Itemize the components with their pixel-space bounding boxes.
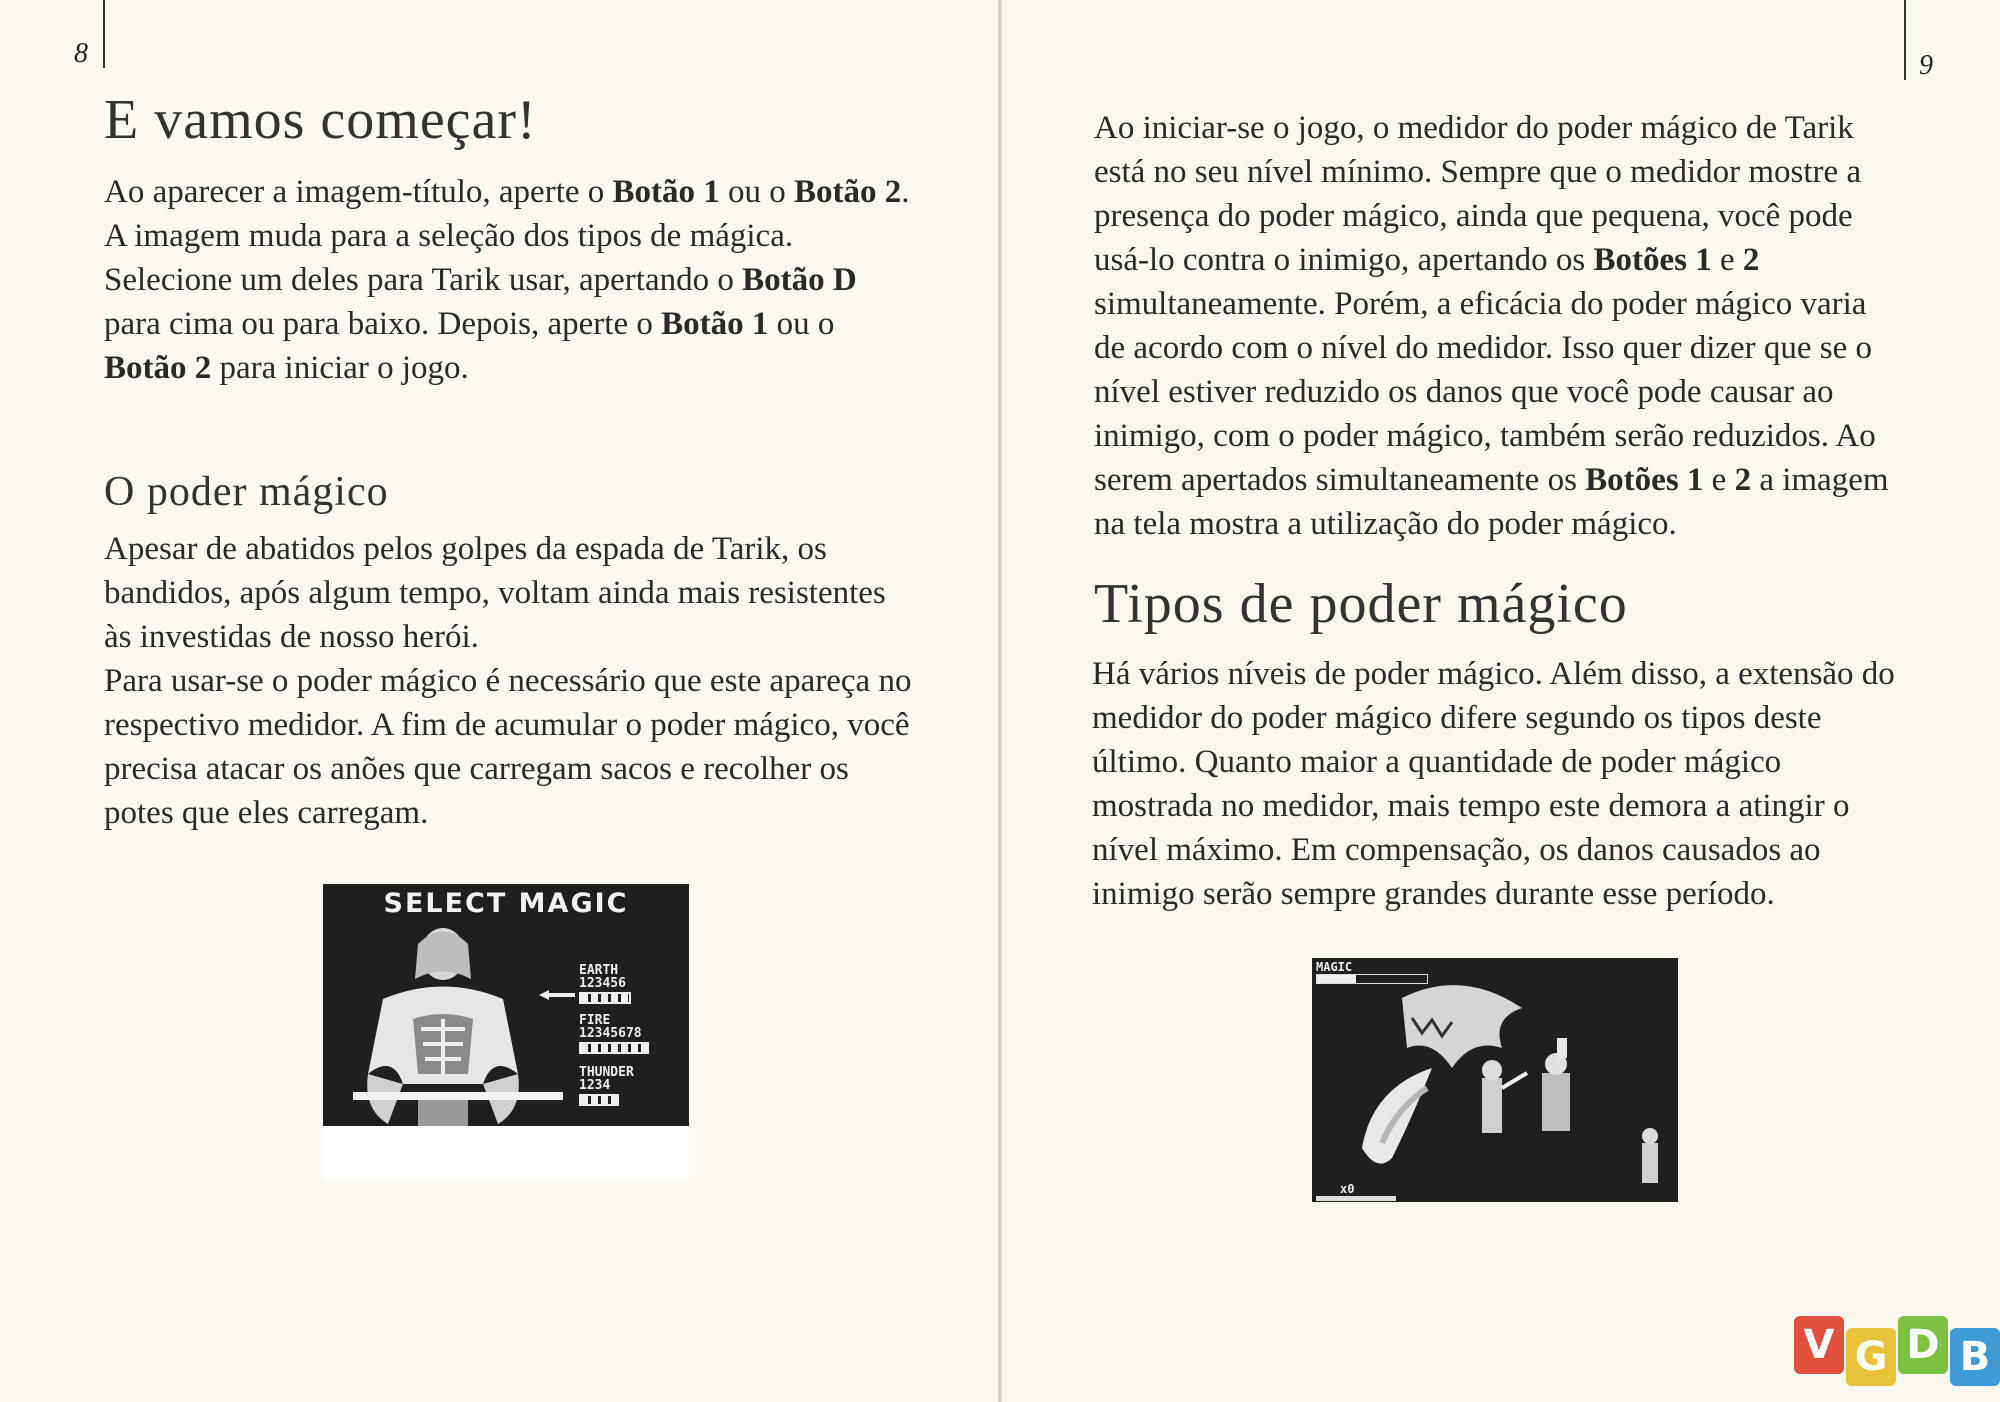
bold-term: Botões 1 bbox=[1585, 462, 1704, 498]
select-magic-screenshot bbox=[323, 884, 689, 1126]
selection-arrow-icon bbox=[539, 990, 575, 1000]
magic-types-paragraph: Há vários níveis de poder mágico. Além disso, a extensão do medidor do poder mágico difere segundo os tipos deste último. Quanto maior a quantidade de poder mágico mostrada no medidor, mais tempo este demora a atingir o nível máximo. Em compensação, os danos causados ao inimigo serão sempre grandes durante esse período. bbox=[1092, 656, 1895, 912]
text-run: e bbox=[1711, 242, 1743, 278]
subsection-heading: O poder mágico bbox=[104, 469, 389, 515]
text-run: ou o bbox=[719, 174, 795, 210]
battle-scene-illustration bbox=[1312, 978, 1678, 1188]
intro-paragraph bbox=[104, 170, 912, 390]
magic-usage-paragraph bbox=[1094, 106, 1904, 546]
page-number-left: 8 bbox=[74, 38, 88, 69]
page-rule-right bbox=[1904, 0, 1906, 80]
vgdb-logo-letter: D bbox=[1898, 1316, 1948, 1374]
select-magic-title: SELECT MAGIC bbox=[383, 888, 629, 919]
bold-term: 2 bbox=[1734, 462, 1752, 498]
section-heading: E vamos começar! bbox=[104, 89, 537, 151]
book-gutter bbox=[998, 0, 1002, 1402]
magic-option-fire: FIRE 12345678 bbox=[579, 1013, 642, 1041]
vgdb-logo-letter: G bbox=[1846, 1328, 1896, 1386]
magic-paragraph-1: Apesar de abatidos pelos golpes da espada de Tarik, os bandidos, após algum tempo, voltam ainda mais resistentes às investidas de nosso herói. bbox=[104, 531, 886, 655]
page-rule-left bbox=[103, 0, 105, 68]
magic-option-thunder: THUNDER 1234 bbox=[579, 1065, 634, 1093]
screenshot-print-fade bbox=[323, 1126, 689, 1180]
magic-meter-fire bbox=[579, 1042, 649, 1054]
bold-term: Botão 1 bbox=[612, 174, 720, 210]
bold-term: Botão 1 bbox=[661, 306, 769, 342]
text-run: Ao iniciar-se o jogo, o medidor do poder mágico de Tarik está no seu nível mínimo. Sempre que o medidor mostre a presença do poder mágico, ainda que pequena, você pode usá-lo contra o inimigo, apertando os bbox=[1094, 110, 1862, 278]
text-run: . A imagem muda para a seleção dos tipos de mágica. Selecione um deles para Tarik usar, apertando o bbox=[104, 174, 910, 298]
bold-term: Botões 1 bbox=[1593, 242, 1712, 278]
hud-bottom-bar bbox=[1316, 1196, 1396, 1201]
text-run: Ao aparecer a imagem-título, aperte o bbox=[104, 174, 613, 210]
text-run: para cima ou para baixo. Depois, aperte o bbox=[104, 306, 662, 342]
vgdb-logo-letter: B bbox=[1950, 1328, 2000, 1386]
bold-term: 2 bbox=[1742, 242, 1760, 278]
text-run: e bbox=[1703, 462, 1735, 498]
text-run: simultaneamente. Porém, a eficácia do poder mágico varia de acordo com o nível do medidor. Isso quer dizer que se o nível estiver reduzido os danos que você pode causar ao inimigo, com o poder mágico, também serão reduzidos. Ao serem apertados simultaneamente os bbox=[1094, 286, 1876, 498]
bold-term: Botão D bbox=[742, 262, 857, 298]
hud-magic-label: MAGIC bbox=[1316, 960, 1353, 974]
magic-types-heading: Tipos de poder mágico bbox=[1094, 573, 1628, 635]
page-number-right: 9 bbox=[1919, 50, 1933, 81]
bold-term: Botão 2 bbox=[104, 350, 212, 386]
vgdb-logo-letter: V bbox=[1794, 1316, 1844, 1374]
text-run: a imagem na tela mostra a utilização do poder mágico. bbox=[1094, 462, 1889, 542]
gameplay-screenshot bbox=[1312, 958, 1678, 1202]
text-run: ou o bbox=[768, 306, 835, 342]
barbarian-hero-illustration bbox=[343, 924, 573, 1126]
magic-paragraph-2: Para usar-se o poder mágico é necessário que este apareça no respectivo medidor. A fim de acumular o poder mágico, você precisa atacar os anões que carregam sacos e recolher os potes que eles carregam. bbox=[104, 663, 912, 831]
hud-lives: x0 bbox=[1340, 1182, 1355, 1196]
text-run: para iniciar o jogo. bbox=[211, 350, 469, 386]
bold-term: Botão 2 bbox=[794, 174, 902, 210]
magic-meter-thunder bbox=[579, 1094, 619, 1106]
magic-option-earth: EARTH 123456 bbox=[579, 963, 626, 991]
magic-meter-earth bbox=[579, 992, 631, 1004]
